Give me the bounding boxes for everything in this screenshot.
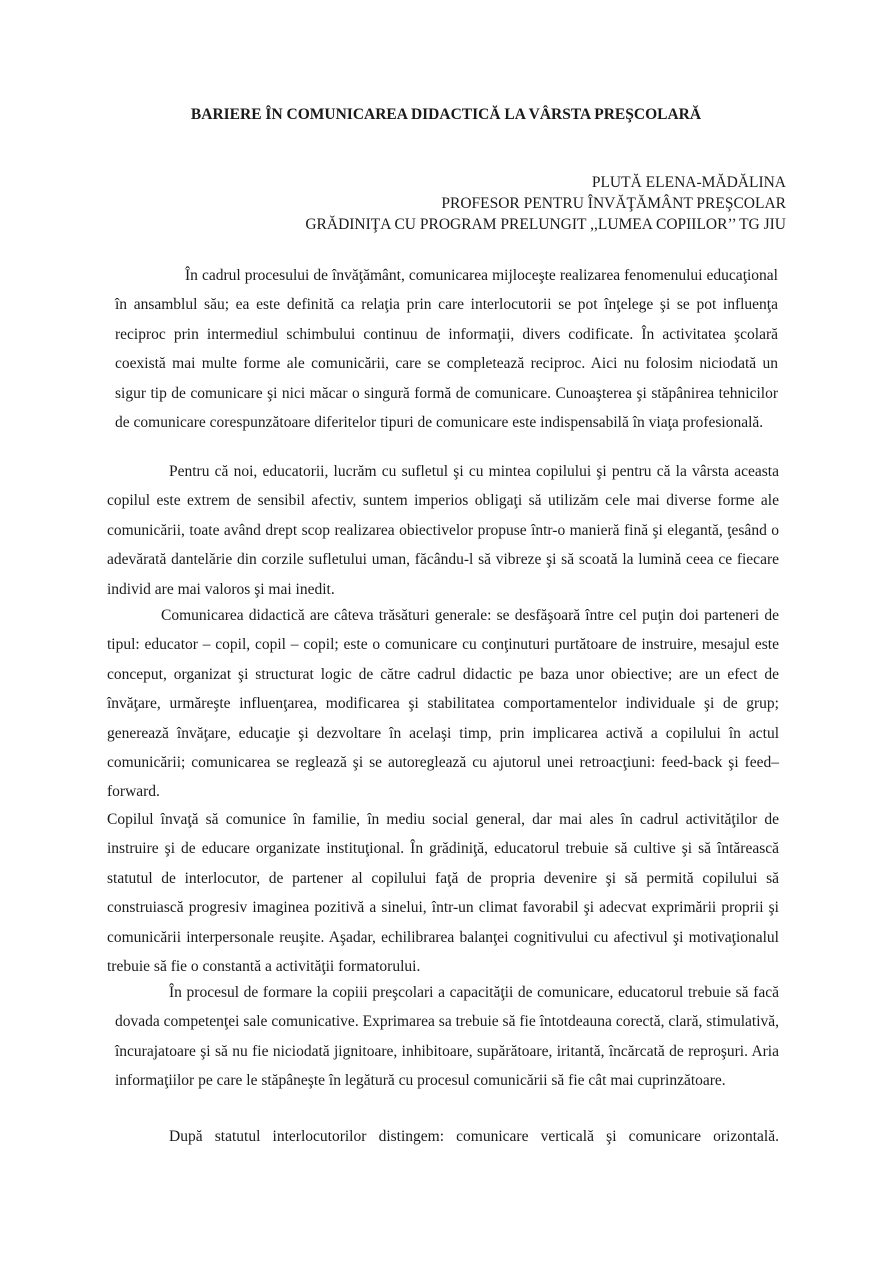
author-name: PLUTĂ ELENA-MĂDĂLINA [591, 174, 786, 191]
body-paragraph-4: Copilul învaţă să comunice în familie, în mediu social general, dar mai ales în cadrul activităţilor de instruire şi de educare organizate instituţional. În grădiniţă, educatorul trebuie să cultive şi să întărească statutul de interlocutor, de partener al copilului faţă de propria devenire şi să permită copilului să construiască progresiv imaginea pozitivă a sinelui, într-un climat favorabil şi adecvat exprimării proprii şi comunicării interpersonale reuşite. Aşadar, echilibrarea balanţei cognitivului cu afectivul şi motivaţionalul trebuie să fie o constantă a activităţii formatorului. [107, 811, 779, 976]
author-block [305, 172, 786, 235]
body-paragraph-6: După statutul interlocutorilor distingem: comunicare verticală şi comunicare orizontală. [169, 1128, 779, 1145]
body-paragraph-1: În cadrul procesului de învăţământ, comunicarea mijloceşte realizarea fenomenului educaţional în ansamblul său; ea este definită ca relaţia prin care interlocutorii se pot înţelege şi se pot influenţa reciproc prin intermediul schimbului continuu de informaţii, divers codificate. În activitatea şcolară coexistă mai multe forme ale comunicării, care se completează reciproc. Aici nu folosim niciodată un sigur tip de comunicare şi nici măcar o singură formă de comunicare. Cunoaşterea şi stăpânirea tehnicilor de comunicare corespunzătoare diferitelor tipuri de comunicare este indispensabilă în viaţa profesională. [115, 267, 778, 432]
body-paragraph-3: Comunicarea didactică are câteva trăsături generale: se desfăşoară între cel puţin doi parteneri de tipul: educator – copil, copil – copil; este o comunicare cu conţinuturi purtătoare de instruire, mesajul este conceput, organizat şi structurat logic de către cadrul didactic pe baza unor obiective; are un efect de învăţare, urmăreşte influenţarea, modificarea şi stabilitatea comportamentelor individuale şi de grup; generează învăţare, educaţie şi dezvoltare în acelaşi timp, prin implicarea activă a copilului în actul comunicării; comunicarea se reglează şi se autoreglează cu ajutorul unei retroacţiuni: feed-back şi feed–forward. [107, 607, 779, 801]
body-paragraph-2: Pentru că noi, educatorii, lucrăm cu sufletul şi cu mintea copilului şi pentru că la vârsta aceasta copilul este extrem de sensibil afectiv, suntem imperios obligaţi să utilizăm cele mai diverse forme ale comunicării, toate având drept scop realizarea obiectivelor propuse într-o manieră fină şi elegantă, ţesând o adevărată dantelărie din corzile sufletului uman, făcându-l să vibreze şi să scoată la lumină ceea ce fiecare individ are mai valoros şi mai inedit. [107, 463, 779, 598]
author-role: PROFESOR PENTRU ÎNVĂŢĂMÂNT PREŞCOLAR [441, 195, 786, 212]
document-title: BARIERE ÎN COMUNICAREA DIDACTICĂ LA VÂRSTA PREŞCOLARĂ [190, 106, 702, 123]
author-institution: GRĂDINIŢA CU PROGRAM PRELUNGIT ,,LUMEA COPIILOR’’ TG JIU [305, 216, 786, 233]
body-paragraph-5: În procesul de formare la copiii preşcolari a capacităţii de comunicare, educatorul trebuie să facă dovada competenţei sale comunicative. Exprimarea sa trebuie să fie întotdeauna corectă, clară, stimulativă, încurajatoare şi să nu fie niciodată jignitoare, inhibitoare, supărătoare, iritantă, încărcată de reproşuri. Aria informaţiilor pe care le stăpâneşte în legătură cu procesul comunicării să fie cât mai cuprinzătoare. [115, 984, 779, 1090]
